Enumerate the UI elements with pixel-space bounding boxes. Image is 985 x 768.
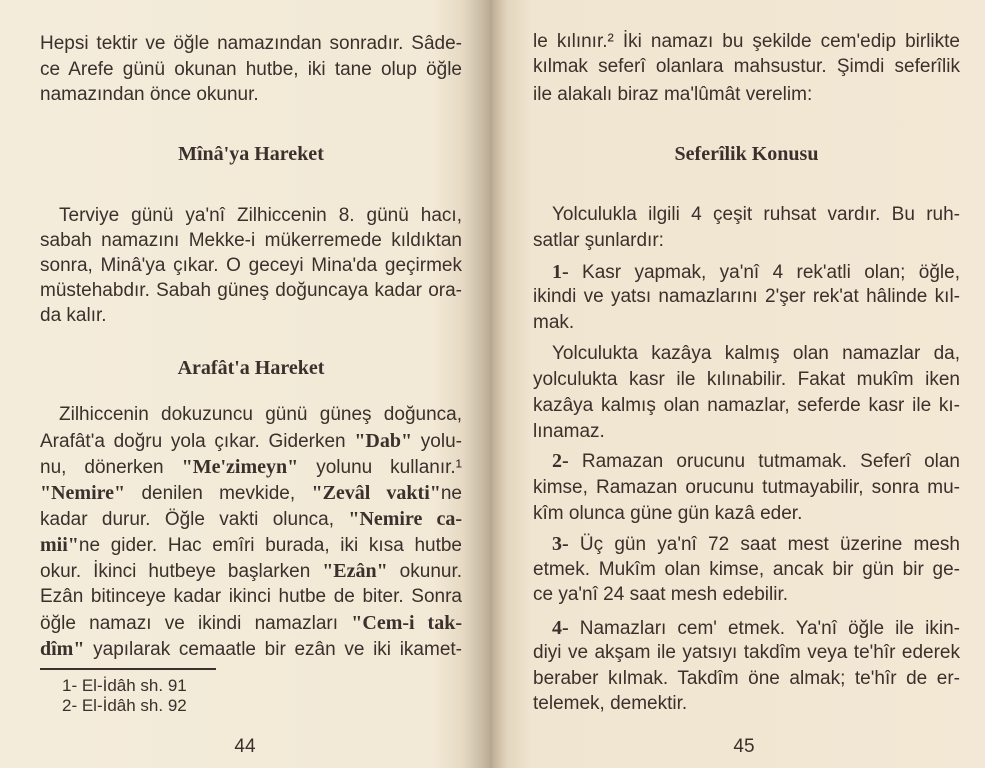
section-heading: Mînâ'ya Hareket — [178, 143, 324, 165]
text-run: sonra, Minâ'ya çıkar. O geceyi Mina'da geçirmek — [40, 255, 462, 276]
text-run: denilen mevkide, — [125, 483, 312, 504]
text-line — [40, 32, 462, 56]
text-run: lınamaz. — [533, 421, 605, 442]
text-line — [40, 585, 462, 609]
text-line — [40, 403, 462, 427]
bold-term: 1- — [552, 261, 569, 283]
text-run: okur. İkinci hutbeye başlarken — [40, 561, 323, 582]
text-run: nu, dönerken — [40, 457, 182, 478]
text-run — [533, 262, 552, 283]
bold-term: "Cem-i tak- — [351, 612, 462, 634]
text-line — [533, 260, 960, 285]
text-line — [40, 637, 462, 662]
text-line — [40, 204, 462, 228]
bold-term: "Nemire" — [40, 482, 126, 504]
text-run: Zilhiccenin dokuzuncu günü güneş doğunca, — [40, 404, 462, 425]
text-line — [40, 58, 462, 82]
page-number: 45 — [733, 736, 755, 757]
text-line — [533, 83, 960, 107]
text-run: Üç gün ya'nî 72 saat mest üzerine mesh — [568, 534, 960, 555]
text-run: sabah namazını Mekke-i mükerremede kıldıktan — [40, 230, 462, 251]
text-run: Namazları cem' etmek. Ya'nî öğle ile ikin- — [568, 618, 960, 639]
text-line — [40, 559, 462, 584]
text-run: Terviye günü ya'nî Zilhiccenin 8. günü hacı, — [40, 205, 462, 226]
text-run: ce ya'nî 24 saat mesh edebilir. — [533, 584, 788, 605]
text-run: mak. — [533, 312, 575, 333]
text-line — [533, 641, 960, 665]
text-run: diyi ve akşam ile yatsıyı takdîm veya te'hîr ederek — [533, 642, 960, 663]
text-line — [40, 507, 462, 532]
text-line — [533, 667, 960, 691]
text-run: ne — [440, 483, 462, 504]
text-run: Kasr yapmak, ya'nî 4 rek'atli olan; öğle, — [568, 262, 960, 283]
text-run: namazından önce okunur. — [40, 84, 259, 105]
text-run: yapılarak cemaatle bir ezân ve iki ikamet- — [84, 639, 462, 660]
text-line — [533, 532, 960, 557]
bold-term: "Me'zimeyn" — [181, 456, 299, 478]
section-heading: Arafât'a Hareket — [177, 357, 325, 379]
bold-term: "Nemire ca- — [348, 508, 462, 530]
text-line — [533, 342, 960, 366]
text-run: ne gider. Hac emîri burada, iki kısa hutbe — [78, 535, 462, 556]
text-run: le kılınır.² İki namazı bu şekilde cem'edip birlikte — [533, 31, 960, 52]
text-line — [40, 533, 462, 558]
text-run: kılmak seferî olanlara mahsustur. Şimdi seferîlik — [533, 56, 960, 77]
text-run: müstehabdır. Sabah güneş doğuncaya kadar ora- — [40, 280, 462, 301]
text-line — [40, 279, 462, 303]
text-line — [40, 455, 462, 480]
text-line — [40, 254, 462, 278]
page-number: 44 — [234, 736, 256, 757]
text-run: Yolculukta kazâya kalmış olan namazlar da, — [533, 343, 960, 364]
text-line — [40, 83, 462, 107]
right-page — [492, 0, 985, 768]
text-line — [533, 55, 960, 79]
left-page — [0, 0, 492, 768]
bold-term: 2- — [552, 450, 569, 472]
text-line — [533, 420, 960, 444]
bold-term: "Zevâl vakti" — [311, 482, 441, 504]
text-run: Yolculukla ilgili 4 çeşit ruhsat vardır. Bu ruh- — [533, 204, 960, 225]
footnote-2: 2- El-İdâh sh. 92 — [62, 696, 187, 715]
section-heading: Seferîlik Konusu — [674, 143, 819, 165]
text-run: Ramazan orucunu tutmamak. Seferî olan — [568, 451, 960, 472]
text-run: öğle namazı ve ikindi namazları — [40, 613, 352, 634]
text-run: kazâya kalmış olan namazlar, seferde kasr ile kı- — [533, 395, 960, 416]
text-line — [40, 481, 462, 506]
text-line — [533, 285, 960, 309]
text-line — [40, 429, 462, 454]
text-run: telemek, demektir. — [533, 693, 688, 714]
text-run: ile alakalı biraz ma'lûmât verelim: — [533, 84, 813, 105]
text-line — [533, 203, 960, 227]
text-run: ce Arefe günü okunan hutbe, iki tane olup öğle — [40, 59, 462, 80]
text-line — [533, 692, 960, 716]
text-run — [533, 618, 552, 639]
text-run: da kalır. — [40, 305, 107, 326]
text-line — [533, 311, 960, 335]
text-line — [533, 558, 960, 582]
bold-term: mii" — [40, 534, 79, 556]
text-run: okunur. — [387, 561, 463, 582]
text-run: Hepsi tektir ve öğle namazından sonradır. Sâde- — [40, 33, 462, 54]
text-run: Arafât'a doğru yola çıkar. Giderken — [40, 431, 355, 452]
text-run: kadar durur. Öğle vakti olunca, — [40, 509, 349, 530]
text-line — [40, 304, 462, 328]
bold-term: dîm" — [40, 638, 85, 660]
text-run — [533, 451, 552, 472]
footnote-divider — [40, 668, 216, 670]
text-line — [533, 583, 960, 607]
text-run: yolunu kullanır.¹ — [298, 457, 462, 478]
text-line — [533, 229, 960, 253]
text-line — [533, 394, 960, 418]
bold-term: 3- — [552, 533, 569, 555]
text-line — [533, 449, 960, 474]
bold-term: "Dab" — [354, 430, 413, 452]
text-run — [533, 534, 552, 555]
text-line — [40, 611, 462, 636]
text-line — [40, 229, 462, 253]
bold-term: "Ezân" — [322, 560, 388, 582]
text-run: ikindi ve yatsı namazlarını 2'şer rek'at hâlinde kıl- — [533, 286, 960, 307]
text-run: kîm olunca güne gün kazâ eder. — [533, 503, 803, 524]
text-line — [533, 368, 960, 392]
text-line — [533, 30, 960, 54]
text-run: beraber kılmak. Takdîm öne almak; te'hîr de er- — [533, 668, 960, 689]
text-line — [533, 502, 960, 526]
text-run: yolculukta kasr ile kılınabilir. Fakat mukîm iken — [533, 369, 960, 390]
text-line — [533, 476, 960, 500]
bold-term: 4- — [552, 617, 569, 639]
text-run: Ezân bitinceye kadar ikinci hutbe de biter. Sonra — [40, 586, 462, 607]
text-run: yolu- — [412, 431, 462, 452]
text-run: satlar şunlardır: — [533, 230, 664, 251]
footnote-1: 1- El-İdâh sh. 91 — [62, 676, 187, 695]
text-run: etmek. Mukîm olan kimse, ancak bir gün bir ge- — [533, 559, 960, 580]
text-line — [533, 616, 960, 641]
text-run: kimse, Ramazan orucunu tutmayabilir, sonra mu- — [533, 477, 960, 498]
